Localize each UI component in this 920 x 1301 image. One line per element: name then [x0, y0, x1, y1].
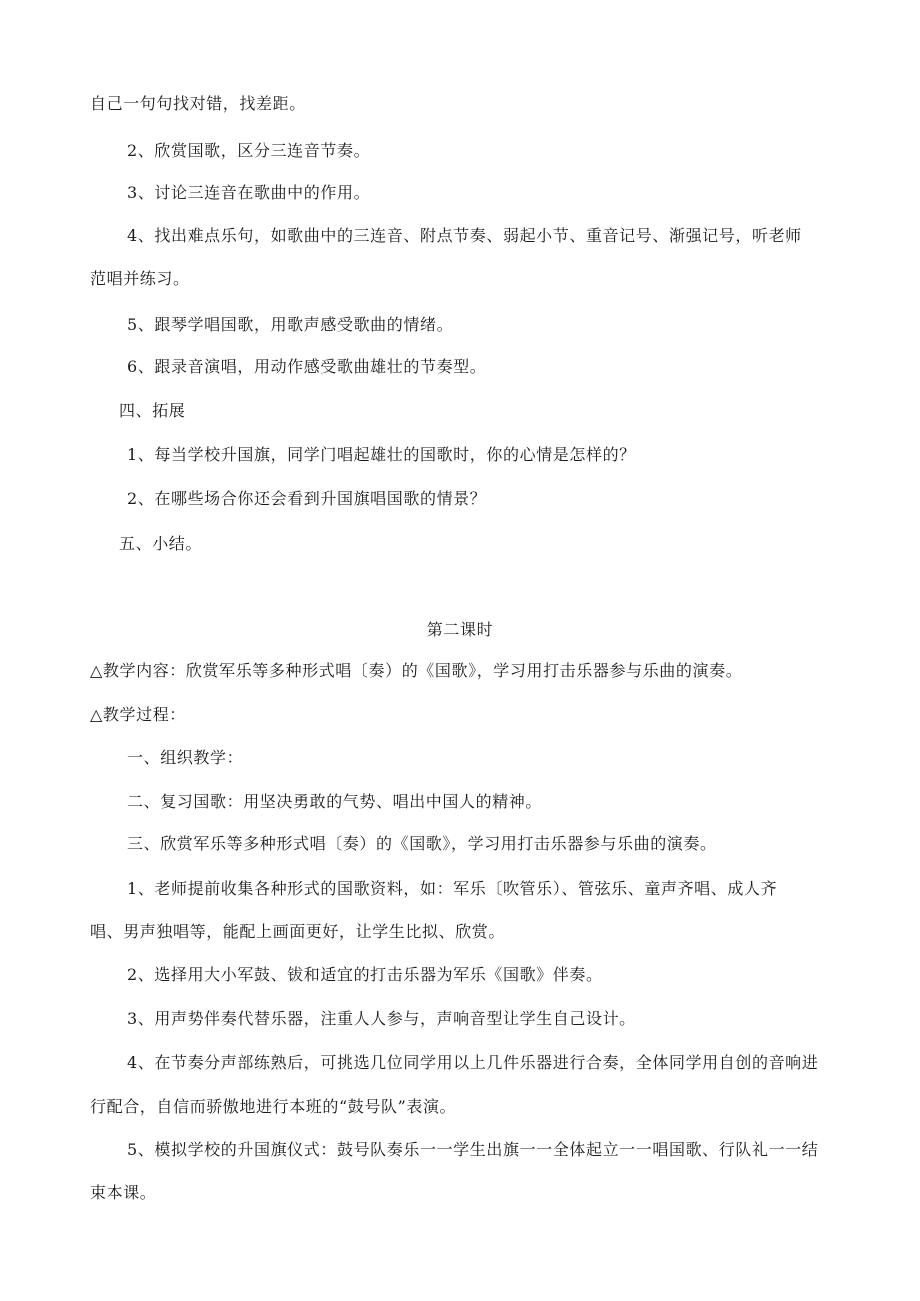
- text-line: 5、模拟学校的升国旗仪式：鼓号队奏乐一一学生出旗一一全体起立一一唱国歌、行队礼一一结: [127, 1140, 819, 1159]
- text-line: 三、欣赏军乐等多种形式唱〔奏）的《国歌》，学习用打击乐器参与乐曲的演奏。: [127, 834, 717, 853]
- heading-extension: 四、拓展: [119, 401, 186, 420]
- teaching-process-label: △教学过程：: [90, 705, 186, 724]
- text-line: 自己一句句找对错，找差距。: [90, 94, 306, 113]
- text-line: 4、在节奏分声部练熟后，可挑选几位同学用以上几件乐器进行合奏，全体同学用自创的音响进: [127, 1053, 819, 1072]
- text-line: 二、复习国歌：用坚决勇敢的气势、唱出中国人的精神。: [127, 792, 543, 811]
- text-line: 2、选择用大小军鼓、钹和适宜的打击乐器为军乐《国歌》伴奏。: [127, 965, 603, 984]
- text-line: 1、每当学校升国旗，同学门唱起雄壮的国歌时，你的心情是怎样的？: [127, 445, 636, 464]
- text-line: 行配合，自信而骄傲地进行本班的“鼓号队”表演。: [90, 1097, 457, 1116]
- text-line: 束本课。: [90, 1183, 157, 1202]
- text-line: 一、组织教学：: [127, 748, 244, 767]
- text-line: 4、找出难点乐句，如歌曲中的三连音、附点节奏、弱起小节、重音记号、渐强记号，听老师: [127, 226, 802, 245]
- text-line: 2、在哪些场合你还会看到升国旗唱国歌的情景？: [127, 489, 487, 508]
- text-line: 1、老师提前收集各种形式的国歌资料，如：军乐〔吹管乐）、管弦乐、童声齐唱、成人齐: [127, 879, 778, 898]
- text-line: 5、跟琴学唱国歌，用歌声感受歌曲的情绪。: [127, 315, 454, 334]
- heading-summary: 五、小结。: [119, 534, 203, 553]
- text-line: 2、欣赏国歌，区分三连音节奏。: [127, 141, 371, 160]
- text-line: 3、用声势伴奏代替乐器，注重人人参与，声响音型让学生自己设计。: [127, 1009, 636, 1028]
- teaching-content: △教学内容：欣赏军乐等多种形式唱〔奏）的《国歌》，学习用打击乐器参与乐曲的演奏。: [90, 661, 743, 680]
- text-line: 范唱并练习。: [90, 269, 190, 288]
- text-line: 6、跟录音演唱，用动作感受歌曲雄壮的节奏型。: [127, 357, 487, 376]
- text-line: 唱、男声独唱等，能配上画面更好，让学生比拟、欣赏。: [90, 922, 506, 941]
- section-title: 第二课时: [426, 620, 494, 639]
- text-line: 3、讨论三连音在歌曲中的作用。: [127, 183, 371, 202]
